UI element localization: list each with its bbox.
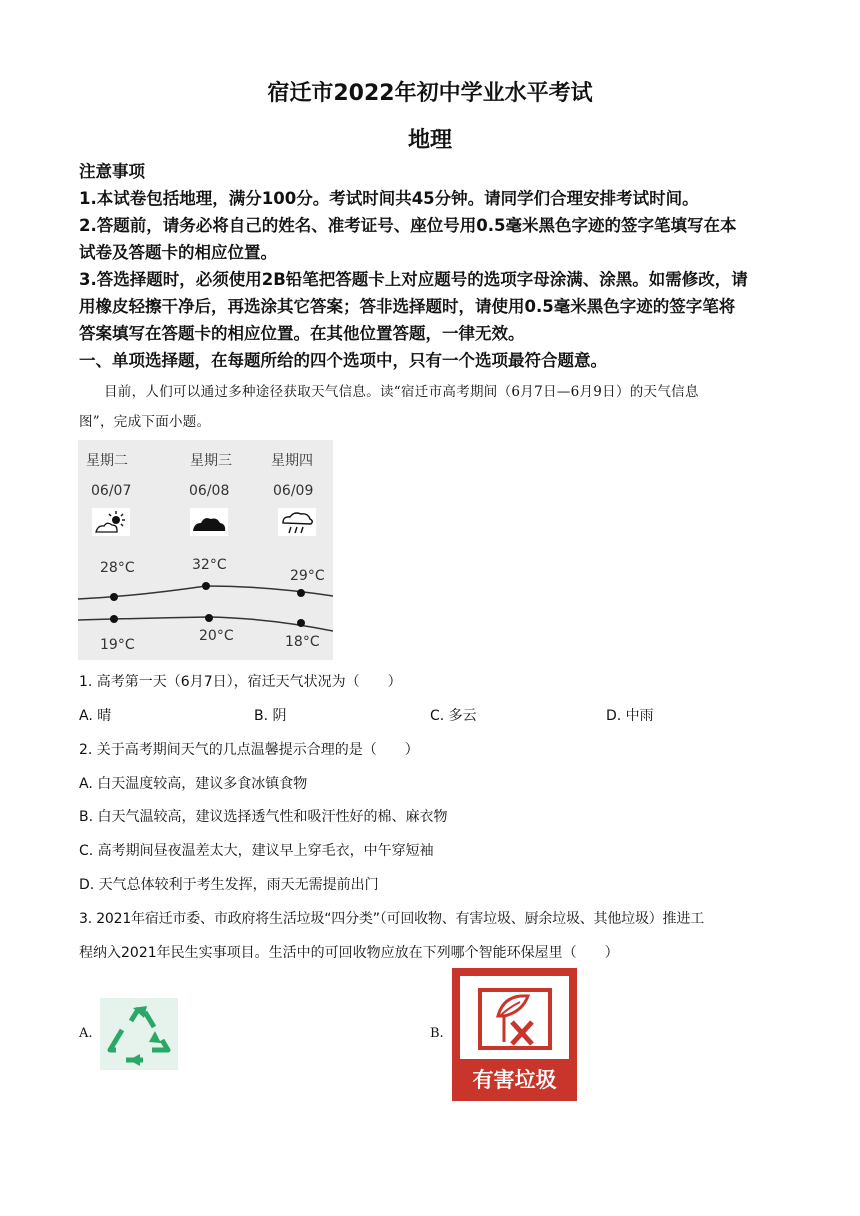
weekday-1: 星期二 xyxy=(86,453,128,469)
q1-option-c: C. 多云 xyxy=(430,708,477,724)
date-3: 06/09 xyxy=(273,483,314,499)
q3-option-a-label: A. xyxy=(79,1026,93,1041)
notice-line-1: 1.本试卷包括地理，满分100分。考试时间共45分钟。请同学们合理安排考试时间。 xyxy=(79,189,699,208)
notice-line-4: 3.答选择题时，必须使用2B铅笔把答题卡上对应题号的选项字母涂满、涂黑。如需修改，请 xyxy=(79,270,748,289)
notice-line-2: 2.答题前，请务必将自己的姓名、准考证号、座位号用0.5毫米黑色字迹的签字笔填写在本 xyxy=(79,216,737,235)
weekday-3: 星期四 xyxy=(271,453,313,469)
low-temp-2: 20°C xyxy=(199,628,234,644)
date-1: 06/07 xyxy=(91,483,132,499)
q3-option-a-image xyxy=(100,998,178,1070)
q3-option-b-label: B. xyxy=(430,1026,444,1041)
intro-line-1: 目前，人们可以通过多种途径获取天气信息。读“宿迁市高考期间（6月7日—6月9日）的天气信息 xyxy=(104,384,699,400)
high-temp-1: 28°C xyxy=(100,560,135,576)
q1-option-d: D. 中雨 xyxy=(606,708,654,724)
notice-heading: 注意事项 xyxy=(79,162,145,181)
recycle-icon xyxy=(100,998,178,1070)
intro-line-2: 图”，完成下面小题。 xyxy=(79,414,211,430)
hazardous-waste-label: 有害垃圾 xyxy=(472,1068,557,1092)
section-heading: 一、单项选择题，在每题所给的四个选项中，只有一个选项最符合题意。 xyxy=(79,351,607,370)
q3-stem-line-1: 3. 2021年宿迁市委、市政府将生活垃圾“四分类”（可回收物、有害垃圾、厨余垃圾、其他垃圾）推进工 xyxy=(79,911,704,927)
temperature-curves xyxy=(78,440,333,660)
high-temp-3: 29°C xyxy=(290,568,325,584)
subject-title: 地理 xyxy=(407,128,452,153)
hazard-icon-panel xyxy=(460,976,569,1059)
q2-option-c: C. 高考期间昼夜温差太大，建议早上穿毛衣，中午穿短袖 xyxy=(79,843,434,859)
hazardous-waste-icon xyxy=(460,976,569,1059)
low-temp-3: 18°C xyxy=(285,634,320,650)
low-point-3 xyxy=(297,619,305,627)
date-2: 06/08 xyxy=(189,483,230,499)
low-point-2 xyxy=(205,614,213,622)
q3-stem-line-2: 程纳入2021年民生实事项目。生活中的可回收物应放在下列哪个智能环保屋里（ ） xyxy=(79,945,619,961)
q2-option-d: D. 天气总体较利于考生发挥，雨天无需提前出门 xyxy=(79,877,379,893)
notice-line-5: 用橡皮轻擦干净后，再选涂其它答案；答非选择题时，请使用0.5毫米黑色字迹的签字笔将 xyxy=(79,297,736,316)
high-point-1 xyxy=(110,593,118,601)
q2-option-b: B. 白天气温较高，建议选择透气性和吸汗性好的棉、麻衣物 xyxy=(79,809,448,825)
high-point-3 xyxy=(297,589,305,597)
q1-stem: 1. 高考第一天（6月7日），宿迁天气状况为（ ） xyxy=(79,674,402,690)
q1-option-b: B. 阴 xyxy=(254,708,287,724)
notice-line-3: 试卷及答题卡的相应位置。 xyxy=(79,243,277,262)
weather-panel xyxy=(78,440,333,660)
q2-option-a: A. 白天温度较高，建议多食冰镇食物 xyxy=(79,776,308,792)
low-temp-1: 19°C xyxy=(100,637,135,653)
q1-option-a: A. 晴 xyxy=(79,708,112,724)
notice-line-6: 答案填写在答题卡的相应位置。在其他位置答题，一律无效。 xyxy=(79,324,525,343)
exam-title: 宿迁市2022年初中学业水平考试 xyxy=(267,81,593,106)
high-point-2 xyxy=(202,582,210,590)
high-temp-2: 32°C xyxy=(192,557,227,573)
low-point-1 xyxy=(110,615,118,623)
q2-stem: 2. 关于高考期间天气的几点温馨提示合理的是（ ） xyxy=(79,742,419,758)
weekday-2: 星期三 xyxy=(190,453,232,469)
q3-option-b-image xyxy=(452,968,577,1101)
